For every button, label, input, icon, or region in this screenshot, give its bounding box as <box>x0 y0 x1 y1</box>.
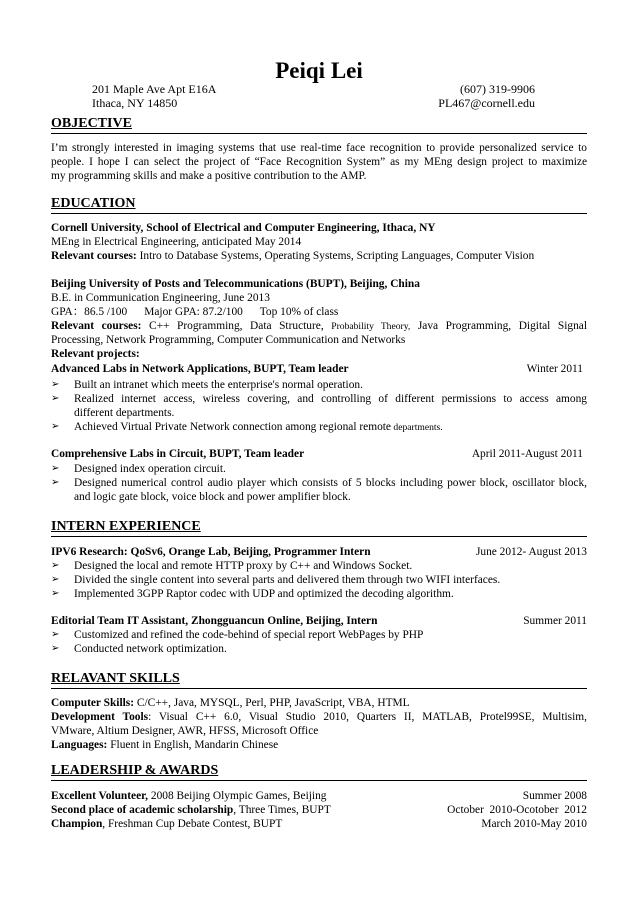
candidate-name: Peiqi Lei <box>275 58 363 83</box>
address-line-2: Ithaca, NY 14850 <box>92 96 178 110</box>
bullet-icon: ➢ <box>51 463 60 474</box>
section-heading-awards: LEADERSHIP & AWARDS <box>51 763 587 781</box>
bullet-icon: ➢ <box>51 379 60 390</box>
bullet-icon: ➢ <box>51 421 60 432</box>
bupt-courses: Relevant courses: C++ Programming, Data Structure, Probability Theory, Java Programming, Digital Signal <box>51 320 588 332</box>
cornell-degree: MEng in Electrical Engineering, anticipated May 2014 <box>51 236 302 248</box>
section-heading-objective: OBJECTIVE <box>51 116 587 134</box>
cornell-courses: Relevant courses: Intro to Database Systems, Operating Systems, Scripting Languages, Computer Vision <box>51 250 535 262</box>
list-item: Implemented 3GPP Raptor codec with UDP and optimized the decoding algorithm. <box>74 588 454 600</box>
job-title: IPV6 Research: QoSv6, Orange Lab, Beijing, Programmer Intern <box>51 546 371 558</box>
cornell-school: Cornell University, School of Electrical and Computer Engineering, Ithaca, NY <box>51 222 436 234</box>
bullet-icon: ➢ <box>51 477 60 488</box>
job-date: Summer 2011 <box>523 615 587 627</box>
list-item: Customized and refined the code-behind of special report WebPages by PHP <box>74 629 424 641</box>
bupt-courses-cont: Processing, Network Programming, Computer Communication and Networks <box>51 334 406 346</box>
project-date: April 2011-August 2011 <box>471 448 583 460</box>
bullet-icon: ➢ <box>51 560 60 571</box>
project-title: Comprehensive Labs in Circuit, BUPT, Team leader <box>51 448 305 460</box>
objective-line-2: people. I hope I can select the project of “Face Recognition System” as my MEng design project to maximize <box>51 156 587 168</box>
award-date: March 2010-May 2010 <box>481 818 587 830</box>
award-date: Summer 2008 <box>522 790 587 802</box>
list-item: Achieved Virtual Private Network connection among regional remote departments. <box>74 421 443 433</box>
award-item: Champion, Freshman Cup Debate Contest, BUPT <box>51 818 283 830</box>
list-item-cont: and logic gate block, voice block and power amplifier block. <box>74 491 351 503</box>
list-item: Conducted network optimization. <box>74 643 227 655</box>
development-tools-cont: VMware, Altium Designer, AWR, HFSS, Microsoft Office <box>51 725 319 737</box>
languages: Languages: Fluent in English, Mandarin Chinese <box>51 739 279 751</box>
list-item: Designed index operation circuit. <box>74 463 226 475</box>
bullet-icon: ➢ <box>51 574 60 585</box>
job-date: June 2012- August 2013 <box>475 546 587 558</box>
bupt-gpa: GPA：86.5 /100 Major GPA: 87.2/100 Top 10% of class <box>51 306 339 318</box>
development-tools: Development Tools: Visual C++ 6.0, Visual Studio 2010, Quarters II, MATLAB, Protel99SE, Multisim, <box>51 711 587 723</box>
computer-skills: Computer Skills: C/C++, Java, MYSQL, Perl, PHP, JavaScript, VBA, HTML <box>51 697 410 709</box>
list-item: Divided the single content into several parts and delivered them through two WIFI interfaces. <box>74 574 501 586</box>
section-heading-intern: INTERN EXPERIENCE <box>51 519 587 537</box>
section-heading-education: EDUCATION <box>51 196 587 214</box>
project-date: Winter 2011 <box>526 363 583 375</box>
objective-line-1: I’m strongly interested in imaging systems that use real-time face recognition to provide personalized service to <box>51 142 587 154</box>
email-address: PL467@cornell.edu <box>438 96 535 110</box>
bupt-projects-label: Relevant projects: <box>51 348 140 360</box>
award-item: Second place of academic scholarship, Three Times, BUPT <box>51 804 331 816</box>
project-title: Advanced Labs in Network Applications, BUPT, Team leader <box>51 363 349 375</box>
objective-line-3: my programming skills and make a positive contribution to the AMP. <box>51 170 367 182</box>
list-item: Realized internet access, wireless covering, and controlling of different permissions to access among <box>74 393 587 405</box>
job-title: Editorial Team IT Assistant, Zhongguancun Online, Beijing, Intern <box>51 615 378 627</box>
bullet-icon: ➢ <box>51 393 60 404</box>
list-item: Designed the local and remote HTTP proxy by C++ and Windows Socket. <box>74 560 413 572</box>
bullet-icon: ➢ <box>51 629 60 640</box>
address-line-1: 201 Maple Ave Apt E16A <box>92 82 217 96</box>
award-date: October 2010-Ocotober 2012 <box>447 804 587 816</box>
bupt-degree: B.E. in Communication Engineering, June 2013 <box>51 292 270 304</box>
bupt-school: Beijing University of Posts and Telecommunications (BUPT), Beijing, China <box>51 278 420 290</box>
list-item-cont: different departments. <box>74 407 175 419</box>
phone-number: (607) 319-9906 <box>460 82 535 96</box>
section-heading-skills: RELAVANT SKILLS <box>51 671 587 689</box>
bullet-icon: ➢ <box>51 643 60 654</box>
bullet-icon: ➢ <box>51 588 60 599</box>
award-item: Excellent Volunteer, 2008 Beijing Olympic Games, Beijing <box>51 790 327 802</box>
list-item: Designed numerical control audio player which consists of 5 blocks including power block, oscillator block, <box>74 477 587 489</box>
list-item: Built an intranet which meets the enterprise's normal operation. <box>74 379 363 391</box>
